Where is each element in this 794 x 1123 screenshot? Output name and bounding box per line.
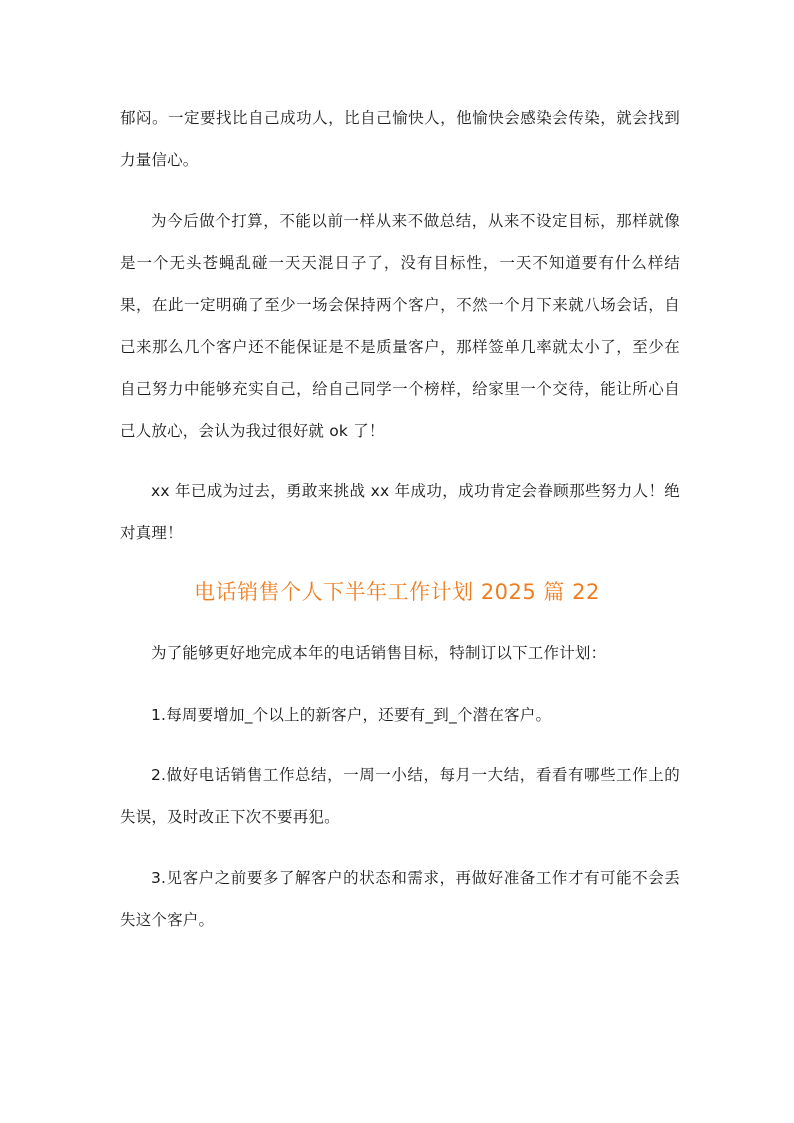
plan-item-1: 1.每周要增加_个以上的新客户，还要有_到_个潜在客户。 [151, 706, 552, 724]
paragraph-conclusion: xx 年已成为过去，勇敢来挑战 xx 年成功，成功肯定会眷顾那些努力人！绝对真理！ [120, 482, 680, 542]
plan-item-2: 2.做好电话销售工作总结，一周一小结，每月一大结，看看有哪些工作上的失误，及时改正下次不要再犯。 [120, 766, 680, 826]
section-title: 电话销售个人下半年工作计划 2025 篇 22 [194, 580, 600, 604]
plan-item-3: 3.见客户之前要多了解客户的状态和需求，再做好准备工作才有可能不会丢失这个客户。 [120, 869, 680, 929]
paragraph-continuation: 郁闷。一定要找比自己成功人，比自己愉快人，他愉快会感染会传染，就会找到力量信心。 [120, 109, 680, 169]
plan-intro: 为了能够更好地完成本年的电话销售目标，特制订以下工作计划： [151, 644, 607, 662]
paragraph-future-plan: 为今后做个打算，不能以前一样从来不做总结，从来不设定目标，那样就像是一个无头苍蝇乱碰一天天混日子了，没有目标性，一天不知道要有什么样结果，在此一定明确了至少一场会保持两个客户，不然一个月下来就八场会话，自己来那么几个客户还不能保证是不是质量客户，那样签单几率就太小了，至少在自己努力中能够充实自己，给自己同学一个榜样，给家里一个交待，能让所心自己人放心，会认为我过很好就 ok 了！ [120, 212, 680, 440]
